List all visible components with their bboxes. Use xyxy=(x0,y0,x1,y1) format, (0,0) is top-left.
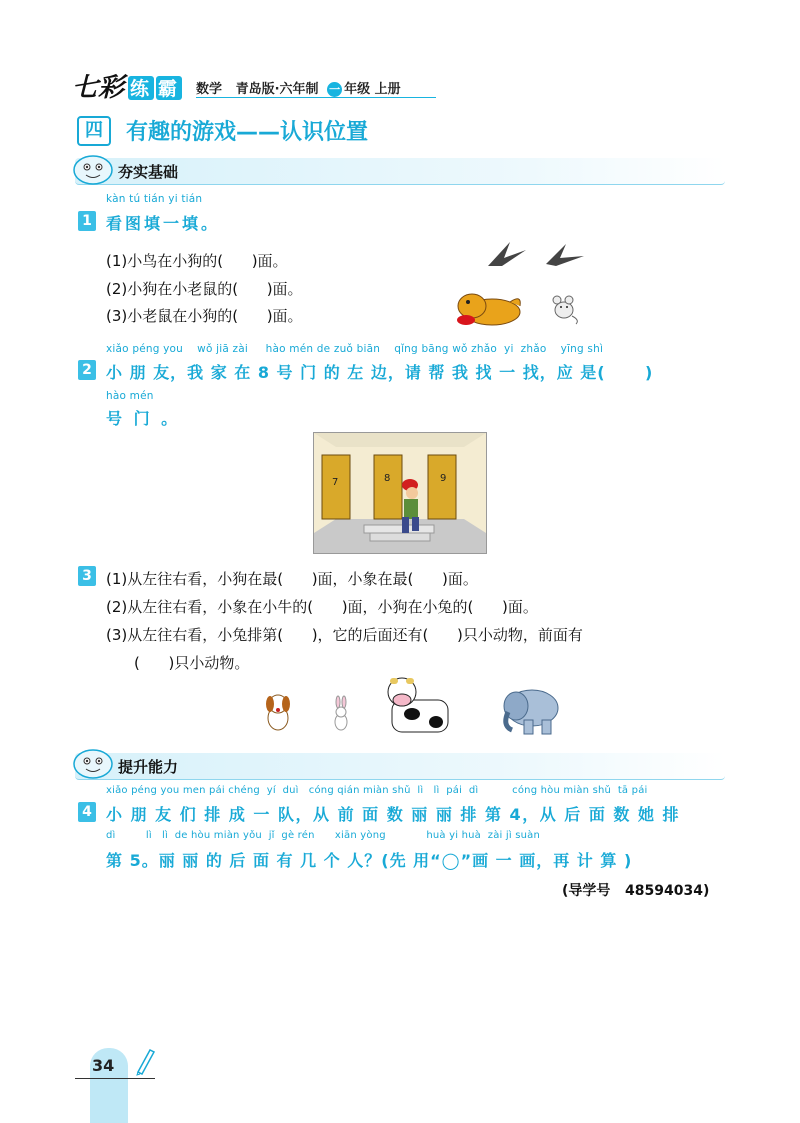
header-info xyxy=(196,78,401,97)
q2-pinyin-line1: xiǎo péng you wǒ jiā zài hào mén de zuǒ biān qǐng bāng wǒ zhǎo yi zhǎo yīng shì xyxy=(106,343,604,355)
q3-item-3: (3)从左往右看，小兔排第( )，它的后面还有( )只小动物，前面有 xyxy=(106,626,583,644)
subject: 数学 xyxy=(196,82,223,97)
svg-text:练: 练 xyxy=(130,78,150,100)
q2-number: 2 xyxy=(78,360,96,380)
q3-item-4: ( )只小动物。 xyxy=(134,654,250,672)
q1-item-2: (2)小狗在小老鼠的( )面。 xyxy=(106,280,303,298)
q2-line1: 小 朋 友，我 家 在 8 号 门 的 左 边，请 帮 我 找 一 找，应 是( ) xyxy=(106,363,654,382)
q1-title: 看图填一填。 xyxy=(106,214,221,233)
q1-item-1: (1)小鸟在小狗的( )面。 xyxy=(106,252,288,270)
q4-line1: 小 朋 友 们 排 成 一 队，从 前 面 数 丽 丽 排 第 4，从 后 面 数 她 排 xyxy=(106,805,681,824)
q2-pinyin-line2: hào mén xyxy=(106,390,154,402)
cow-icon xyxy=(388,678,448,732)
grade: 年级 上册 xyxy=(344,82,401,97)
q1-number: 1 xyxy=(78,211,96,231)
birds-dog-mouse-illustration xyxy=(450,236,600,340)
header-rule xyxy=(196,97,436,98)
q4-number: 4 xyxy=(78,802,96,822)
hallway-illustration xyxy=(313,432,487,554)
chapter-title: 有趣的游戏——认识位置 xyxy=(126,120,369,145)
door-8 xyxy=(374,455,402,519)
q1-pinyin: kàn tú tián yi tián xyxy=(106,193,203,205)
elephant-icon xyxy=(504,690,558,734)
q4-line2: 第 5。丽 丽 的 后 面 有 几 个 人？(先 用“◯”画 一 画，再 计 算 ) xyxy=(106,851,633,870)
svg-text:7: 7 xyxy=(332,477,339,488)
guide-number: (导学号 48594034) xyxy=(562,883,710,899)
pencil-icon xyxy=(134,1046,156,1080)
svg-text:七彩: 七彩 xyxy=(72,73,125,103)
rabbit-icon xyxy=(335,696,347,730)
q3-number: 3 xyxy=(78,566,96,586)
svg-text:8: 8 xyxy=(384,473,391,484)
page-number: 34 xyxy=(92,1056,115,1075)
svg-text:9: 9 xyxy=(440,473,447,484)
door-7 xyxy=(322,455,350,519)
section-title-advance: 提升能力 xyxy=(118,758,179,776)
q3-item-1: (1)从左往右看，小狗在最( )面，小象在最( )面。 xyxy=(106,570,478,588)
svg-text:霸: 霸 xyxy=(158,78,178,100)
edition: 青岛版·六年制 xyxy=(235,82,319,97)
brand-logo xyxy=(72,70,192,104)
door-9 xyxy=(428,455,456,519)
dog-icon xyxy=(266,695,290,730)
q1-item-3: (3)小老鼠在小狗的( )面。 xyxy=(106,307,303,325)
dog-icon xyxy=(457,294,520,325)
mouse-icon xyxy=(553,296,577,324)
bird-icon xyxy=(488,242,584,266)
cartoon-icon xyxy=(72,152,114,190)
q3-item-2: (2)从左往右看，小象在小牛的( )面，小狗在小兔的( )面。 xyxy=(106,598,538,616)
q4-pinyin-line2: dì lì lì de hòu miàn yǒu jǐ gè rén xiān yòng huà yi huà zài jì suàn xyxy=(106,830,541,841)
q4-pinyin-line1: xiǎo péng you men pái chéng yí duì cóng qián miàn shǔ lì lì pái dì cóng hòu miàn shǔ tā pái xyxy=(106,785,648,796)
chapter-number: 四 xyxy=(77,116,111,146)
animals-row-illustration xyxy=(262,674,572,744)
cartoon-icon xyxy=(72,746,114,784)
grade-badge: 一 xyxy=(329,83,341,96)
q2-line2: 号 门 。 xyxy=(106,409,181,428)
section-title-basics: 夯实基础 xyxy=(118,163,179,181)
